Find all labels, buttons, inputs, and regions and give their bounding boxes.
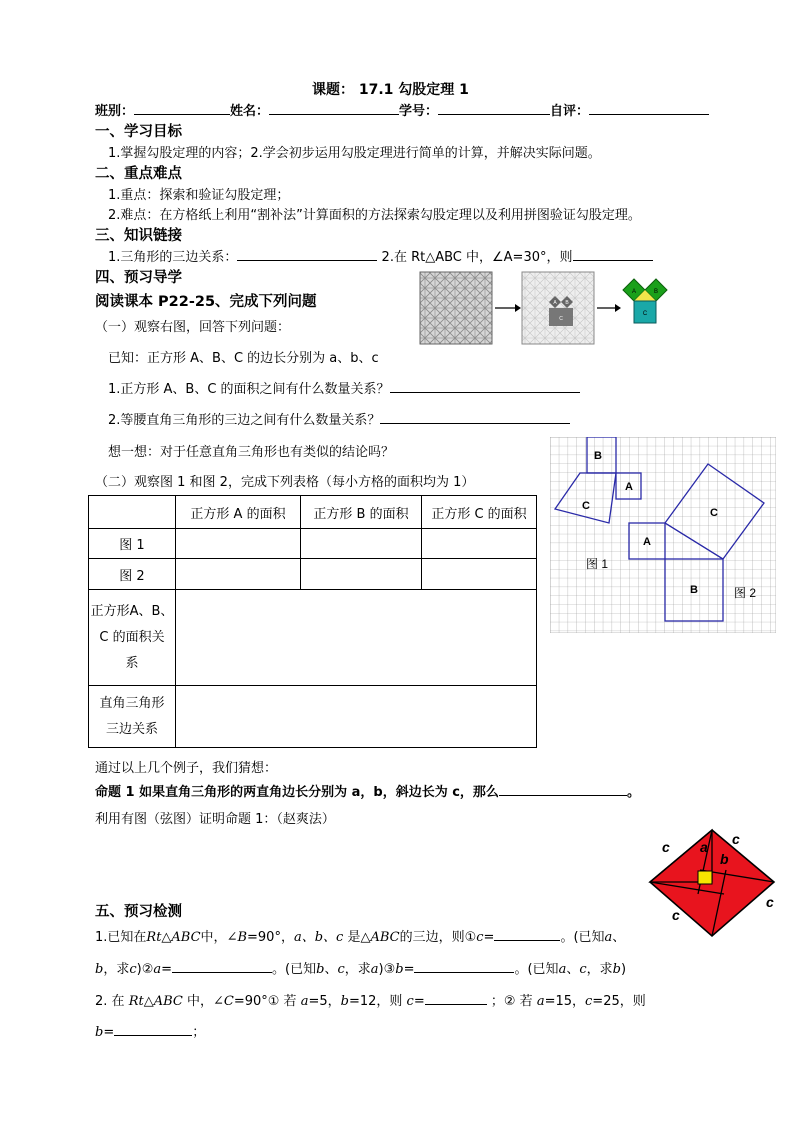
text: =5， <box>308 994 341 1009</box>
name-label: 姓名： <box>230 104 270 119</box>
table-cell[interactable] <box>176 559 301 590</box>
text: =12，则 <box>348 994 403 1009</box>
table-cell[interactable] <box>422 559 537 590</box>
section4-heading: 四、预习导学 <box>95 270 182 286</box>
text: 1.已知在 <box>95 930 147 945</box>
section4-part1: （一）观察右图，回答下列问题： <box>95 320 291 335</box>
row3-line: 系 <box>125 655 139 671</box>
arrow-2-head <box>615 304 621 312</box>
section5-q1-line2 <box>95 958 626 977</box>
table-row-label-area-relation <box>89 590 176 686</box>
fig2-label-b: B <box>690 584 698 596</box>
info-line <box>95 100 709 119</box>
table-answer-cell[interactable] <box>176 590 537 686</box>
text: a、b、c <box>293 930 344 945</box>
fig1-label-a: A <box>625 481 633 493</box>
section3-q1-blank[interactable] <box>237 248 377 261</box>
inner-square <box>698 871 712 884</box>
row3-line: 正方形A、B、 <box>90 603 174 619</box>
text: 。(已知 <box>272 962 317 977</box>
answer-blank[interactable] <box>114 1023 192 1036</box>
answer-blank[interactable] <box>414 960 514 973</box>
text: c <box>337 962 345 977</box>
text: b <box>95 1025 104 1040</box>
class-blank[interactable] <box>134 102 230 115</box>
text: )③ <box>378 962 396 977</box>
text: 。(已知 <box>560 930 605 945</box>
area-table <box>88 495 537 748</box>
section4-q2: 2.等腰直角三角形的三边之间有什么数量关系？ <box>108 413 381 428</box>
table-cell[interactable] <box>422 529 537 559</box>
text: c <box>406 994 414 1009</box>
section2-line2: 2.难点：在方格纸上利用“割补法”计算面积的方法探索勾股定理以及利用拼图验证勾股定理。 <box>108 208 641 223</box>
label-b: B <box>653 289 659 295</box>
tiled-square-1 <box>420 272 492 344</box>
text: ； <box>192 1025 206 1040</box>
text: =90°， <box>247 930 294 945</box>
fig2-caption: 图 2 <box>734 586 757 600</box>
text: 是△ <box>343 930 371 945</box>
proposition-text: 命题 1 如果直角三角形的两直角边长分别为 a，b，斜边长为 c，那么 <box>95 785 499 800</box>
label-b: B <box>565 300 569 306</box>
fig1-label-c: C <box>582 500 590 512</box>
text: = <box>413 994 425 1009</box>
text: 、 <box>566 962 580 977</box>
eval-blank[interactable] <box>589 102 709 115</box>
table-cell[interactable] <box>301 529 422 559</box>
section4-q1-blank[interactable] <box>390 380 580 393</box>
table-header-c: 正方形 C 的面积 <box>422 496 537 529</box>
text: 。(已知 <box>514 962 559 977</box>
text: b <box>395 962 404 977</box>
section4-q2-blank[interactable] <box>380 411 570 424</box>
text: )② <box>136 962 154 977</box>
section5-q1-line1 <box>95 926 625 945</box>
fig1-label-b: B <box>594 450 602 462</box>
text: =25，则 <box>592 994 646 1009</box>
text: ，求 <box>586 962 613 977</box>
proof-line: 利用有图（弦图）证明命题 1：（赵爽法） <box>95 812 335 827</box>
text: =90°① 若 <box>233 994 297 1009</box>
text: b <box>95 962 104 977</box>
text: a <box>558 962 567 977</box>
text: 中， <box>186 994 213 1009</box>
text: = <box>403 962 415 977</box>
table-corner <box>89 496 176 529</box>
chord-diagram <box>640 826 790 942</box>
section4-think: 想一想：对于任意直角三角形也有类似的结论吗？ <box>108 445 395 460</box>
section5-q2-line1 <box>95 990 646 1009</box>
section4-subheading: 阅读课本 P22-25、完成下列问题 <box>95 294 317 310</box>
text: ) <box>620 962 627 977</box>
section4-given: 已知：正方形 A、B、C 的边长分别为 a、b、c <box>108 351 379 366</box>
fig2-label-c: C <box>710 507 718 519</box>
text: c <box>579 962 587 977</box>
label-c: C <box>559 316 563 322</box>
text: ，求 <box>103 962 130 977</box>
text: Rt△ABC <box>146 930 201 945</box>
text: a <box>300 994 309 1009</box>
text: ∠B <box>226 930 248 945</box>
proposition-line <box>95 781 640 800</box>
class-label: 班别： <box>95 104 135 119</box>
label-c: C <box>642 311 648 317</box>
text: a <box>370 962 379 977</box>
text: a <box>604 930 613 945</box>
table-answer-cell[interactable] <box>176 686 537 748</box>
label-c: c <box>672 907 680 923</box>
table-row-label-fig2: 图 2 <box>89 559 176 590</box>
label-a: A <box>631 289 637 295</box>
section3-q-line <box>108 246 653 265</box>
text: = <box>103 1025 115 1040</box>
table-row-label-side-relation <box>89 686 176 748</box>
text: 2. 在 <box>95 994 125 1009</box>
text: b <box>340 994 349 1009</box>
fig2-label-a: A <box>643 536 651 548</box>
page-title: 课题： 17.1 勾股定理 1 <box>312 82 469 98</box>
table-header-a: 正方形 A 的面积 <box>176 496 301 529</box>
eval-label: 自评： <box>550 104 590 119</box>
text: ，求 <box>344 962 371 977</box>
section1-heading: 一、学习目标 <box>95 124 182 140</box>
section4-q1-line <box>108 378 580 397</box>
number-label: 学号： <box>399 104 439 119</box>
section1-line1: 1.掌握勾股定理的内容；2.学会初步运用勾股定理进行简单的计算，并解决实际问题。 <box>108 146 601 161</box>
table-cell[interactable] <box>176 529 301 559</box>
proposition-blank[interactable] <box>499 783 627 796</box>
answer-blank[interactable] <box>425 992 487 1005</box>
name-blank[interactable] <box>269 102 399 115</box>
square-tiling-figures <box>415 268 695 348</box>
text: b <box>612 962 621 977</box>
proposition-suffix: 。 <box>626 785 640 800</box>
row4-line: 直角三角形 <box>99 695 165 711</box>
label-c: c <box>732 831 740 847</box>
section4-part2: （二）观察图 1 和图 2，完成下列表格（每小方格的面积均为 1） <box>95 475 475 490</box>
guess-line: 通过以上几个例子，我们猜想： <box>95 761 278 776</box>
row3-line: C 的面积关 <box>99 629 165 645</box>
text: ABC <box>370 930 400 945</box>
text: 中， <box>200 930 227 945</box>
text: c <box>129 962 137 977</box>
text: =15， <box>544 994 586 1009</box>
text: = <box>161 962 173 977</box>
table-header-b: 正方形 B 的面积 <box>301 496 422 529</box>
table-cell[interactable] <box>301 559 422 590</box>
answer-blank[interactable] <box>172 960 272 973</box>
text: a <box>153 962 162 977</box>
section3-q1: 1.三角形的三边关系： <box>108 250 238 265</box>
grid-paper <box>550 437 776 633</box>
text: = <box>483 930 495 945</box>
section5-heading: 五、预习检测 <box>95 904 182 920</box>
text: ；② 若 <box>490 994 533 1009</box>
label-b: b <box>720 851 729 867</box>
arrow-1-head <box>515 304 521 312</box>
text: 、 <box>612 930 626 945</box>
text: c <box>585 994 593 1009</box>
label-a: a <box>700 839 708 855</box>
section4-q2-line <box>108 409 570 428</box>
answer-blank[interactable] <box>494 928 560 941</box>
fig1-caption: 图 1 <box>586 557 609 571</box>
section2-heading: 二、重点难点 <box>95 166 182 182</box>
text: c <box>476 930 484 945</box>
text: ∠C <box>212 994 234 1009</box>
table-row-label-fig1: 图 1 <box>89 529 176 559</box>
text: Rt△ABC <box>128 994 183 1009</box>
number-blank[interactable] <box>438 102 550 115</box>
section3-q2-blank[interactable] <box>573 248 653 261</box>
label-a: A <box>553 300 557 306</box>
label-c: c <box>662 839 670 855</box>
section2-line1: 1.重点：探索和验证勾股定理； <box>108 188 290 203</box>
section3-q2: 2.在 Rt△ABC 中，∠A=30°，则 <box>381 250 573 265</box>
text: b <box>316 962 325 977</box>
label-c: c <box>766 894 774 910</box>
section5-q2-line2 <box>95 1021 205 1040</box>
text: a <box>536 994 545 1009</box>
row4-line: 三边关系 <box>105 721 158 737</box>
text: 的三边，则① <box>399 930 477 945</box>
section3-heading: 三、知识链接 <box>95 228 182 244</box>
section4-q1: 1.正方形 A、B、C 的面积之间有什么数量关系？ <box>108 382 390 397</box>
text: 、 <box>324 962 338 977</box>
grid-figure <box>550 437 776 633</box>
